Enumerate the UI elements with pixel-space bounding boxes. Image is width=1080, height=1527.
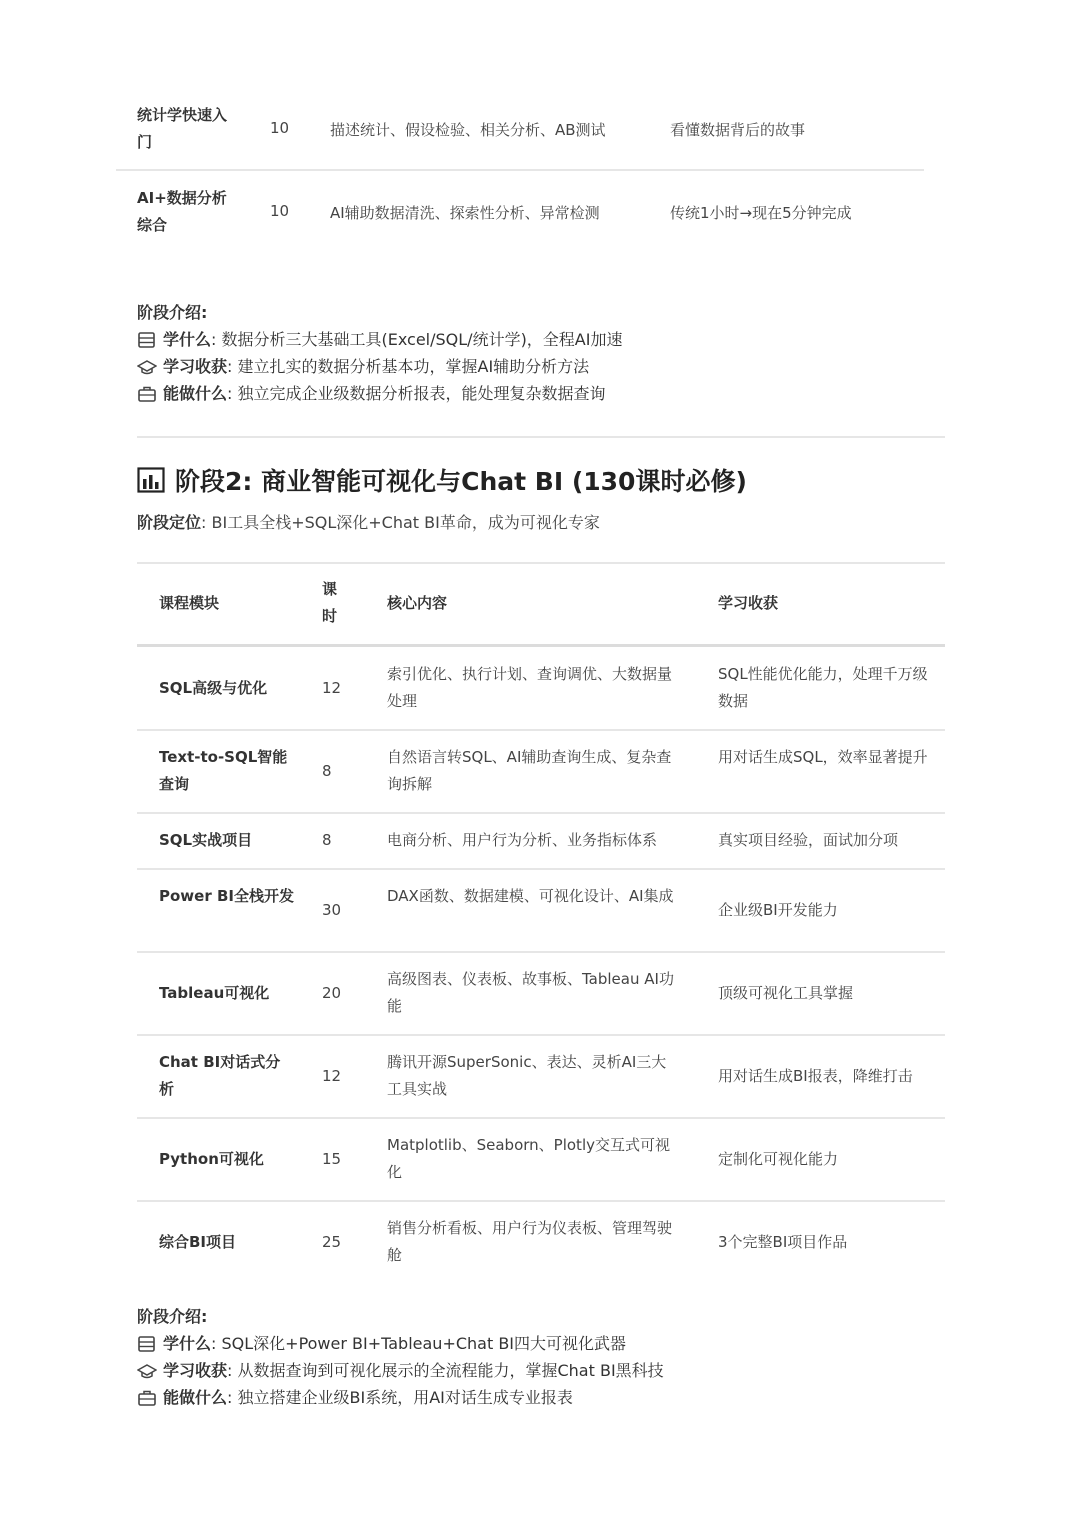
row-divider	[137, 1200, 945, 1202]
module-cell: 统计学快速入门	[137, 106, 228, 151]
intro-item-gain	[137, 1357, 664, 1384]
gain-cell: 看懂数据背后的故事	[670, 121, 806, 139]
table-top-border	[137, 562, 945, 564]
intro-text: : SQL深化+Power BI+Tableau+Chat BI四大可视化武器	[211, 1334, 627, 1353]
row-divider	[137, 1117, 945, 1119]
module-cell: 综合BI项目	[159, 1233, 237, 1251]
gain-cell: 用对话生成SQL，效率显著提升	[718, 748, 928, 766]
briefcase-icon	[137, 385, 157, 403]
module-cell: Text-to-SQL智能查询	[159, 748, 288, 793]
gain-cell: 真实项目经验，面试加分项	[718, 831, 899, 849]
gain-cell: 3个完整BI项目作品	[718, 1233, 848, 1251]
table-row	[116, 101, 924, 159]
hours-cell: 10	[270, 202, 290, 220]
intro-label: 学什么	[163, 330, 212, 349]
content-cell: 描述统计、假设检验、相关分析、AB测试	[330, 121, 606, 139]
intro-label: 学习收获	[163, 1361, 228, 1380]
module-cell: Tableau可视化	[159, 984, 270, 1002]
intro-item-what	[137, 1330, 664, 1357]
row-divider	[137, 1034, 945, 1036]
intro-label: 能做什么	[163, 1388, 228, 1407]
gain-cell: 企业级BI开发能力	[718, 901, 838, 919]
intro-item-can-do	[137, 1384, 664, 1411]
content-cell: Matplotlib、Seaborn、Plotly交互式可视化	[387, 1136, 670, 1181]
module-cell: AI+数据分析综合	[137, 189, 227, 234]
intro-label: 学什么	[163, 1334, 212, 1353]
hours-cell: 20	[322, 984, 342, 1002]
stage1-intro	[137, 299, 622, 407]
graduation-cap-icon	[137, 1362, 157, 1380]
bar-chart-icon	[137, 467, 165, 493]
briefcase-icon	[137, 1389, 157, 1407]
gain-cell: 顶级可视化工具掌握	[718, 984, 854, 1002]
gain-cell: 传统1小时→现在5分钟完成	[670, 204, 852, 222]
content-cell: 销售分析看板、用户行为仪表板、管理驾驶舱	[387, 1219, 673, 1264]
section-divider	[137, 436, 945, 438]
gain-cell: 用对话生成BI报表，降维打击	[718, 1067, 913, 1085]
hours-cell: 10	[270, 119, 290, 137]
header-gain: 学习收获	[718, 594, 779, 612]
hours-cell: 30	[322, 901, 342, 919]
content-cell: 索引优化、执行计划、查询调优、大数据量处理	[387, 665, 673, 710]
content-cell: 自然语言转SQL、AI辅助查询生成、复杂查询拆解	[387, 748, 672, 793]
hours-cell: 15	[322, 1150, 342, 1168]
header-divider	[137, 644, 945, 647]
table-header	[137, 576, 945, 644]
table-row	[116, 184, 924, 242]
intro-label: 能做什么	[163, 384, 228, 403]
hours-cell: 12	[322, 679, 342, 697]
hours-cell: 8	[322, 831, 332, 849]
intro-item-what	[137, 326, 622, 353]
stage2-title-text: 阶段2: 商业智能可视化与Chat BI (130课时必修)	[175, 467, 747, 496]
stage2-intro	[137, 1303, 664, 1411]
content-cell: AI辅助数据清洗、探索性分析、异常检测	[330, 204, 600, 222]
content-cell: 腾讯开源SuperSonic、表达、灵析AI三大工具实战	[387, 1053, 667, 1098]
book-icon	[137, 331, 157, 349]
stage2-title	[137, 462, 747, 498]
header-content: 核心内容	[387, 594, 448, 612]
row-divider	[137, 951, 945, 953]
intro-heading: 阶段介绍:	[137, 1307, 208, 1326]
module-cell: Chat BI对话式分析	[159, 1053, 281, 1098]
stage2-position	[137, 510, 600, 533]
module-cell: SQL实战项目	[159, 831, 253, 849]
intro-item-can-do	[137, 380, 622, 407]
position-label: 阶段定位	[137, 513, 202, 532]
hours-cell: 8	[322, 762, 332, 780]
row-divider	[137, 812, 945, 814]
row-divider	[137, 729, 945, 731]
graduation-cap-icon	[137, 358, 157, 376]
intro-item-gain	[137, 353, 622, 380]
content-cell: 电商分析、用户行为分析、业务指标体系	[387, 831, 658, 849]
header-hours: 课时	[322, 580, 338, 625]
row-divider	[116, 169, 924, 171]
book-icon	[137, 1335, 157, 1353]
hours-cell: 12	[322, 1067, 342, 1085]
intro-text: : 独立完成企业级数据分析报表，能处理复杂数据查询	[227, 384, 606, 403]
row-divider	[137, 868, 945, 870]
hours-cell: 25	[322, 1233, 342, 1251]
intro-text: : 从数据查询到可视化展示的全流程能力，掌握Chat BI黑科技	[227, 1361, 664, 1380]
header-module: 课程模块	[159, 594, 220, 612]
intro-heading: 阶段介绍:	[137, 303, 208, 322]
position-text: : BI工具全栈+SQL深化+Chat BI革命，成为可视化专家	[201, 513, 600, 532]
module-cell: Power BI全栈开发	[159, 887, 294, 905]
intro-text: : 建立扎实的数据分析基本功，掌握AI辅助分析方法	[227, 357, 590, 376]
content-cell: DAX函数、数据建模、可视化设计、AI集成	[387, 887, 674, 905]
module-cell: Python可视化	[159, 1150, 264, 1168]
content-cell: 高级图表、仪表板、故事板、Tableau AI功能	[387, 970, 674, 1015]
intro-text: : 数据分析三大基础工具(Excel/SQL/统计学)，全程AI加速	[211, 330, 623, 349]
intro-text: : 独立搭建企业级BI系统，用AI对话生成专业报表	[227, 1388, 573, 1407]
gain-cell: SQL性能优化能力，处理千万级数据	[718, 665, 928, 710]
intro-label: 学习收获	[163, 357, 228, 376]
gain-cell: 定制化可视化能力	[718, 1150, 839, 1168]
module-cell: SQL高级与优化	[159, 679, 268, 697]
